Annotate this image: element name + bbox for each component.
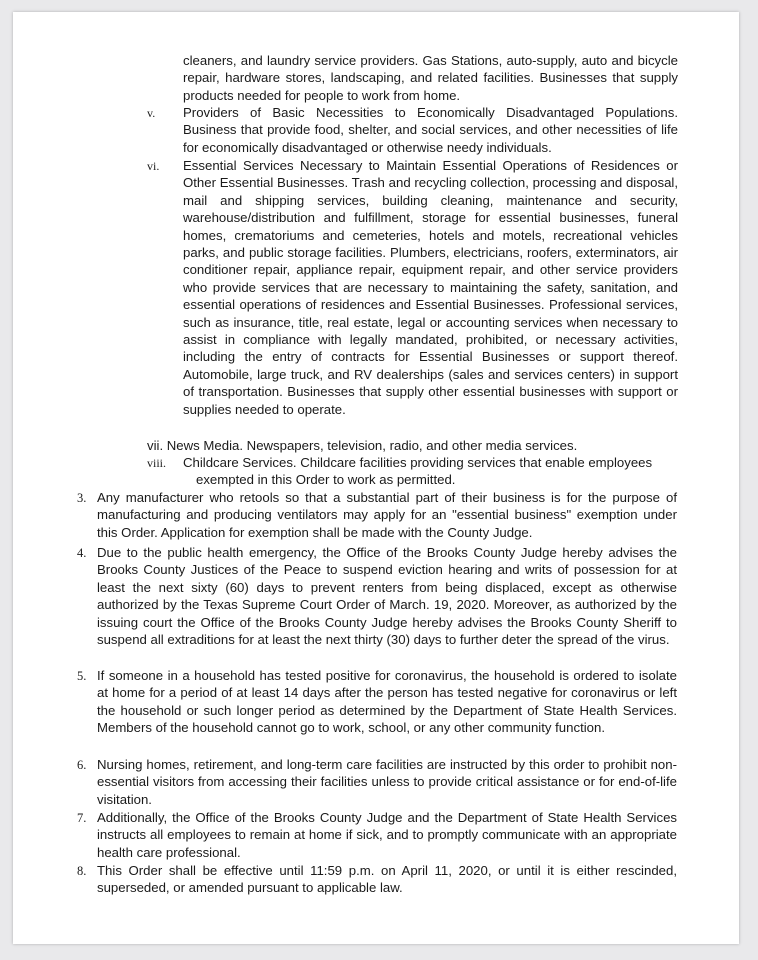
item-6-text: Nursing homes, retirement, and long-term care facilities are instructed by this order to prohibit non-essential visitors from accessing their facilities unless to provide critical assistance or for end-of-life visitation. [97, 757, 677, 807]
item-v-label: v. [147, 106, 156, 120]
item-viii-label: viii. [147, 456, 167, 470]
item-3-label: 3. [77, 491, 87, 505]
item-vi-text: Essential Services Necessary to Maintain Essential Operations of Residences or Other Essential Businesses. Trash and recycling collection, processing and disposal, mail and shipping services, building cleaning, maintenance and security, warehouse/distribution and fulfillment, storage for essential businesses, funeral homes, crematoriums and cemeteries, hotels and motels, recreational vehicles parks, and public storage facilities. Plumbers, electricians, roofers, exterminators, air conditioner repair, appliance repair, equipment repair, and other service providers who provide services that are necessary to maintaining the safety, sanitation, and essential operations of residences and Essential Businesses. Professional services, such as insurance, title, real estate, legal or accounting services when necessary to assist in compliance with legally mandated, prohibited, or necessary activities, including the entry of contracts for Essential Businesses or support thereof. Automobile, large truck, and RV dealerships (sales and services centers) in support of transportation. Businesses that supply other essential businesses with support or supplies needed to operate. [183, 158, 678, 417]
item-vi-label: vi. [147, 159, 160, 173]
item-iv-continuation: cleaners, and laundry service providers. Gas Stations, auto-supply, auto and bicycle repair, hardware stores, landscaping, and related facilities. Businesses that supply products needed for people to work from home. [183, 53, 678, 103]
item-3-text: Any manufacturer who retools so that a substantial part of their business is for the purpose of manufacturing and producing ventilators may apply for an "essential business" exemption under this Order. Application for exemption shall be made with the County Judge. [97, 490, 677, 540]
item-7-label: 7. [77, 811, 87, 825]
item-viii-line1: Childcare Services. Childcare facilities providing services that enable employees [183, 455, 653, 470]
item-v-text: Providers of Basic Necessities to Economically Disadvantaged Populations. Business that provide food, shelter, and social services, and other necessities of life for economically disadvantaged or otherwise needy individuals. [183, 105, 678, 155]
item-viii-line2: exempted in this Order to work as permitted. [196, 472, 456, 487]
item-8-text: This Order shall be effective until 11:59 p.m. on April 11, 2020, or until it is either rescinded, superseded, or amended pursuant to applicable law. [97, 863, 677, 896]
item-4-text: Due to the public health emergency, the Office of the Brooks County Judge hereby advises the Brooks County Justices of the Peace to suspend eviction hearing and writs of possession for at least the next sixty (60) days to prevent renters from being displaced, except as otherwise authorized by the Texas Supreme Court Order of March. 19, 2020. Moreover, as authorized by the issuing court the Office of the Brooks County Judge hereby advises the Brooks County Sheriff to suspend all extraditions for at least the next thirty (30) days to further deter the spread of the virus. [97, 545, 677, 648]
item-4-label: 4. [77, 546, 87, 560]
item-5-label: 5. [77, 669, 87, 683]
item-vii-text: vii. News Media. Newspapers, television, radio, and other media services. [147, 438, 578, 453]
item-7-text: Additionally, the Office of the Brooks County Judge and the Department of State Health Services instructs all employees to remain at home if sick, and to promptly communicate with an appropriate health care professional. [97, 810, 677, 860]
document-page [13, 12, 739, 944]
item-6-label: 6. [77, 758, 87, 772]
item-5-text: If someone in a household has tested positive for coronavirus, the household is ordered to isolate at home for a period of at least 14 days after the person has tested negative for coronavirus or left the household or such longer period as determined by the Department of State Health Services. Members of the household cannot go to work, school, or any other community function. [97, 668, 677, 736]
item-8-label: 8. [77, 864, 87, 878]
